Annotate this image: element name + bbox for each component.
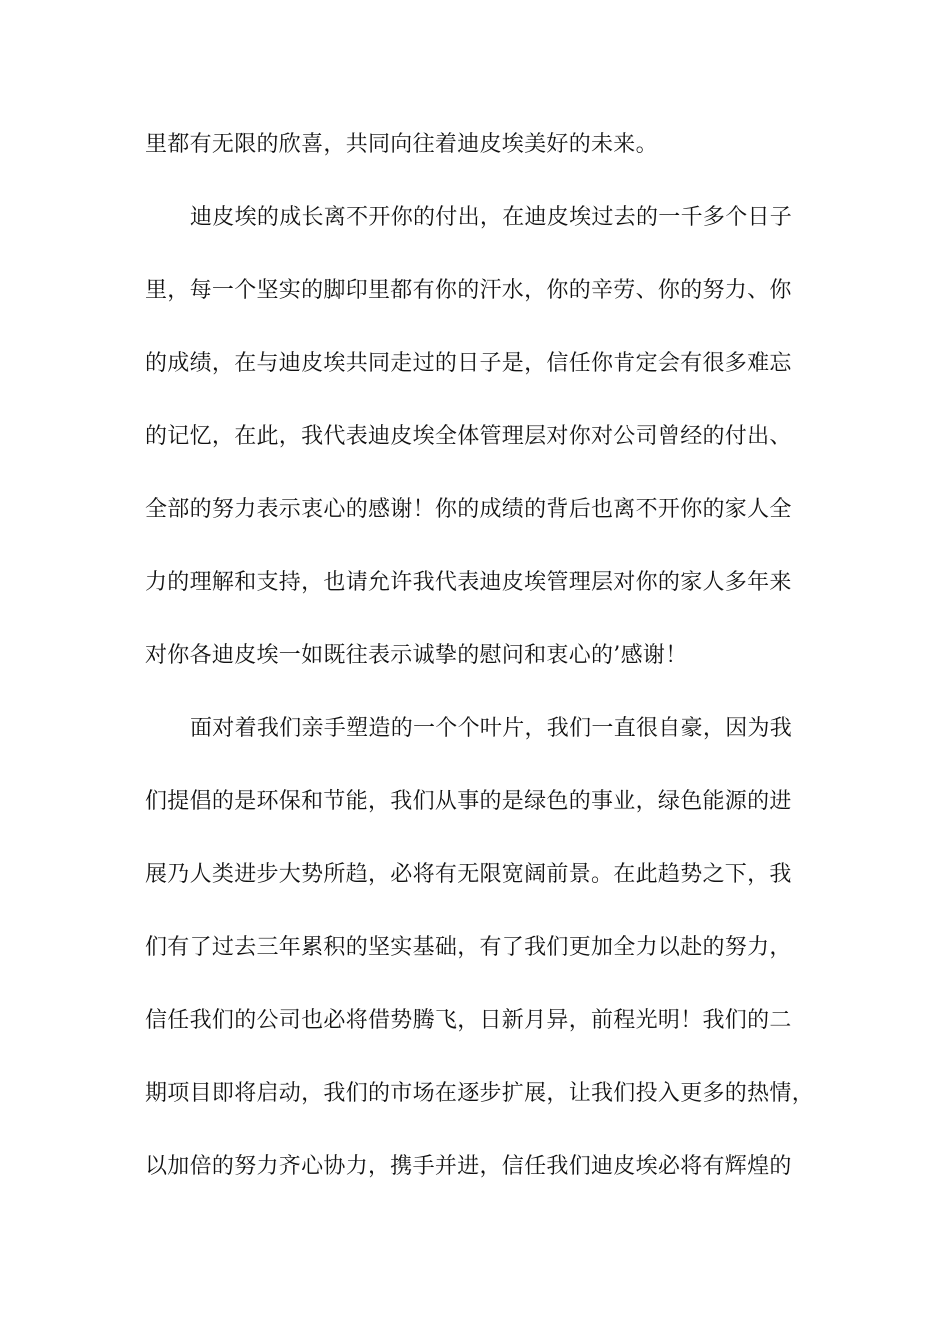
text-line: 力的理解和支持，也请允许我代表迪皮埃管理层对你的家人多年来 — [145, 570, 792, 595]
text-line: 们提倡的是环保和节能，我们从事的是绿色的事业，绿色能源的进 — [145, 789, 792, 814]
text-line: 展乃人类进步大势所趋，必将有无限宽阔前景。在此趋势之下，我 — [145, 862, 792, 887]
text-line: 期项目即将启动，我们的市场在逐步扩展，让我们投入更多的热情， — [145, 1081, 815, 1106]
text-line: 对你各迪皮埃一如既往表示诚挚的慰问和衷心的’感谢！ — [145, 643, 688, 668]
text-line: 们有了过去三年累积的坚实基础，有了我们更加全力以赴的努力， — [145, 935, 792, 960]
text-line: 里，每一个坚实的脚印里都有你的汗水，你的辛劳、你的努力、你 — [145, 278, 792, 303]
text-line: 信任我们的公司也必将借势腾飞，日新月异，前程光明！我们的二 — [145, 1008, 792, 1033]
text-line: 面对着我们亲手塑造的一个个叶片，我们一直很自豪，因为我 — [190, 716, 793, 741]
text-line: 全部的努力表示衷心的感谢！你的成绩的背后也离不开你的家人全 — [145, 497, 792, 522]
text-line: 迪皮埃的成长离不开你的付出，在迪皮埃过去的一千多个日子 — [190, 205, 793, 230]
text-line: 的记忆，在此，我代表迪皮埃全体管理层对你对公司曾经的付出、 — [145, 424, 792, 449]
text-line: 里都有无限的欣喜，共同向往着迪皮埃美好的未来。 — [145, 132, 658, 157]
text-line: 以加倍的努力齐心协力，携手并进，信任我们迪皮埃必将有辉煌的 — [145, 1154, 792, 1179]
text-line: 的成绩，在与迪皮埃共同走过的日子是，信任你肯定会有很多难忘 — [145, 351, 792, 376]
document-body — [145, 133, 825, 1228]
